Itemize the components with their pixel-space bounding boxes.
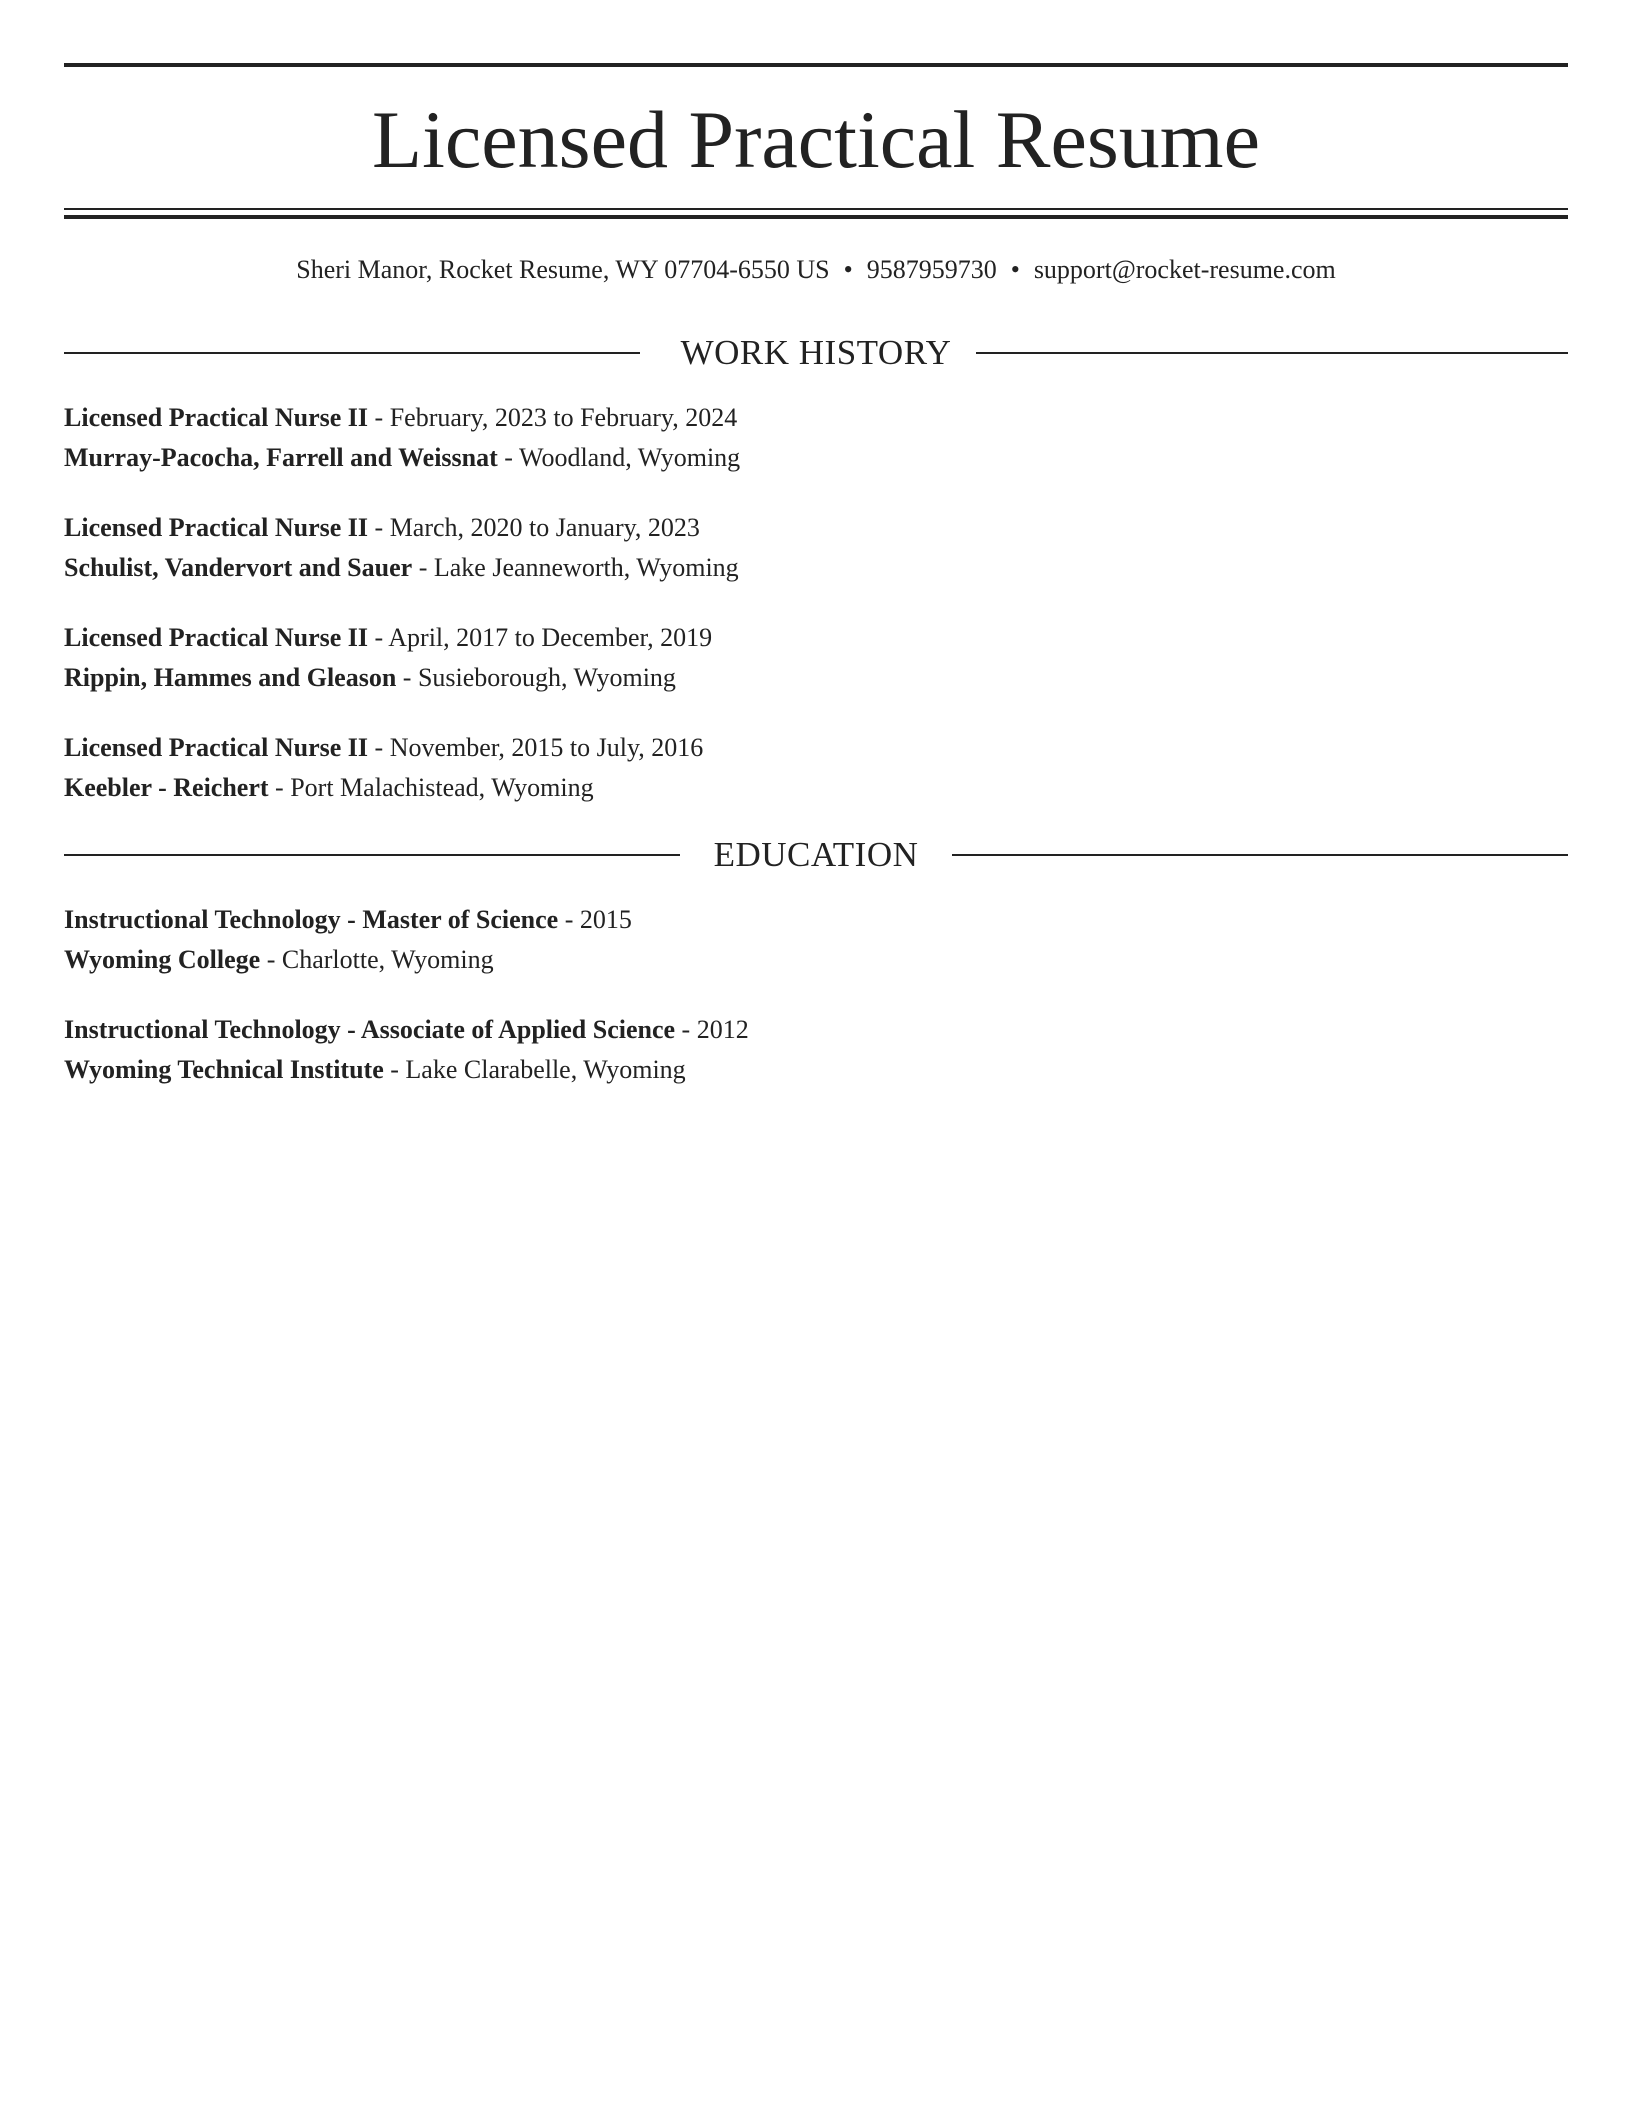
dash: - bbox=[266, 945, 276, 974]
job-title-line bbox=[64, 398, 1568, 438]
job-location: Port Malachistead, Wyoming bbox=[290, 773, 594, 802]
degree-year: 2015 bbox=[579, 905, 632, 934]
degree-name: Instructional Technology - Associate of Applied Science bbox=[64, 1015, 676, 1044]
education-entry bbox=[64, 900, 1568, 980]
job-role: Licensed Practical Nurse II bbox=[64, 623, 369, 652]
contact-address: Sheri Manor, Rocket Resume, WY 07704-6550 US bbox=[296, 255, 830, 284]
heading-rule-right bbox=[976, 352, 1568, 354]
dash: - bbox=[374, 733, 384, 762]
education-heading bbox=[64, 833, 1568, 877]
school-line bbox=[64, 940, 1568, 980]
contact-email: support@rocket-resume.com bbox=[1033, 255, 1336, 284]
dash: - bbox=[390, 1055, 399, 1084]
dash: - bbox=[374, 513, 384, 542]
resume-title: Licensed Practical Resume bbox=[372, 94, 1260, 185]
job-title-line bbox=[64, 508, 1568, 548]
dash: - bbox=[402, 663, 412, 692]
dash: - bbox=[374, 403, 384, 432]
dash: - bbox=[374, 623, 384, 652]
school-name: Wyoming College bbox=[64, 945, 261, 974]
job-dates: November, 2015 to July, 2016 bbox=[389, 733, 704, 762]
school-location: Lake Clarabelle, Wyoming bbox=[405, 1055, 686, 1084]
dash: - bbox=[564, 905, 574, 934]
job-employer: Schulist, Vandervort and Sauer bbox=[64, 553, 413, 582]
job-role: Licensed Practical Nurse II bbox=[64, 403, 369, 432]
title-rule-thin bbox=[64, 208, 1568, 210]
job-employer: Rippin, Hammes and Gleason bbox=[64, 663, 397, 692]
school-name: Wyoming Technical Institute bbox=[64, 1055, 384, 1084]
job-employer-line bbox=[64, 768, 1568, 808]
job-entry bbox=[64, 728, 1568, 808]
degree-line bbox=[64, 1010, 1568, 1050]
degree-line bbox=[64, 900, 1568, 940]
top-rule bbox=[64, 63, 1568, 67]
job-entry bbox=[64, 508, 1568, 588]
contact-separator: • bbox=[1010, 255, 1020, 284]
job-location: Woodland, Wyoming bbox=[518, 443, 741, 472]
dash: - bbox=[681, 1015, 691, 1044]
school-line bbox=[64, 1050, 1568, 1090]
dash: - bbox=[504, 443, 513, 472]
dash: - bbox=[275, 773, 284, 802]
school-location: Charlotte, Wyoming bbox=[281, 945, 494, 974]
job-dates: April, 2017 to December, 2019 bbox=[388, 623, 713, 652]
contact-line bbox=[64, 252, 1568, 288]
job-employer: Murray-Pacocha, Farrell and Weissnat bbox=[64, 443, 498, 472]
job-entry bbox=[64, 398, 1568, 478]
job-employer-line bbox=[64, 548, 1568, 588]
section-title-work-history: WORK HISTORY bbox=[680, 333, 952, 372]
job-location: Lake Jeanneworth, Wyoming bbox=[433, 553, 739, 582]
job-employer: Keebler - Reichert bbox=[64, 773, 269, 802]
education-entry bbox=[64, 1010, 1568, 1090]
title-rule-thick bbox=[64, 215, 1568, 219]
job-location: Susieborough, Wyoming bbox=[417, 663, 676, 692]
job-title-line bbox=[64, 728, 1568, 768]
section-title-education: EDUCATION bbox=[713, 835, 919, 874]
job-employer-line bbox=[64, 658, 1568, 698]
job-employer-line bbox=[64, 438, 1568, 478]
heading-rule-right bbox=[952, 854, 1568, 856]
job-role: Licensed Practical Nurse II bbox=[64, 513, 369, 542]
contact-separator: • bbox=[843, 255, 853, 284]
job-title-line bbox=[64, 618, 1568, 658]
degree-name: Instructional Technology - Master of Science bbox=[64, 905, 559, 934]
job-entry bbox=[64, 618, 1568, 698]
job-dates: March, 2020 to January, 2023 bbox=[389, 513, 700, 542]
job-role: Licensed Practical Nurse II bbox=[64, 733, 369, 762]
work-history-heading bbox=[64, 331, 1568, 375]
degree-year: 2012 bbox=[696, 1015, 749, 1044]
dash: - bbox=[418, 553, 428, 582]
job-dates: February, 2023 to February, 2024 bbox=[389, 403, 738, 432]
contact-phone: 9587959730 bbox=[866, 255, 997, 284]
